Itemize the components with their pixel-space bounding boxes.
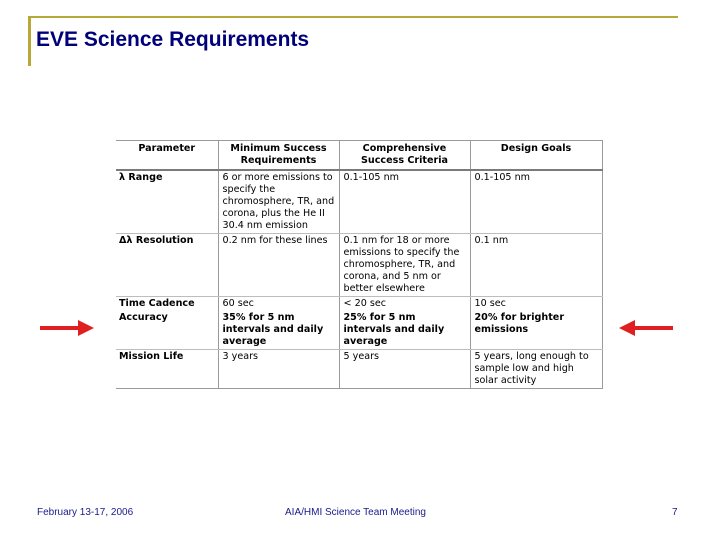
- cell-design: 5 years, long enough to sample low and high solar activity: [470, 350, 602, 389]
- footer-date: February 13-17, 2006: [37, 507, 134, 518]
- cell-comprehensive: 0.1-105 nm: [339, 170, 470, 234]
- header-minimum: Minimum Success Requirements: [218, 141, 339, 171]
- cell-minimum: 6 or more emissions to specify the chromosphere, TR, and corona, plus the He II 30.4 nm emission: [218, 170, 339, 234]
- table-row: [116, 234, 602, 297]
- cell-minimum: 0.2 nm for these lines: [218, 234, 339, 297]
- header-parameter: Parameter: [116, 141, 218, 171]
- header-comprehensive: Comprehensive Success Criteria: [339, 141, 470, 171]
- cell-parameter: Δλ Resolution: [116, 234, 218, 297]
- cell-minimum: 3 years: [218, 350, 339, 389]
- table-row: [116, 311, 602, 350]
- cell-parameter: Mission Life: [116, 350, 218, 389]
- requirements-table-container: [116, 140, 602, 389]
- arrow-left-icon: [619, 320, 673, 336]
- cell-design: 0.1-105 nm: [470, 170, 602, 234]
- cell-parameter: Accuracy: [116, 311, 218, 350]
- cell-comprehensive: < 20 sec: [339, 297, 470, 312]
- cell-comprehensive: 5 years: [339, 350, 470, 389]
- arrow-right-icon: [40, 320, 94, 336]
- table-header-row: [116, 141, 602, 171]
- cell-comprehensive: 0.1 nm for 18 or more emissions to specify the chromosphere, TR, and corona, and 5 nm or better elsewhere: [339, 234, 470, 297]
- page-number: 7: [672, 507, 678, 518]
- cell-design: 0.1 nm: [470, 234, 602, 297]
- cell-minimum: 60 sec: [218, 297, 339, 312]
- slide-title: EVE Science Requirements: [36, 28, 310, 51]
- cell-design: 20% for brighter emissions: [470, 311, 602, 350]
- table-row: [116, 350, 602, 389]
- requirements-table: [116, 140, 603, 389]
- cell-parameter: λ Range: [116, 170, 218, 234]
- table-row: [116, 170, 602, 234]
- cell-design: 10 sec: [470, 297, 602, 312]
- table-row: [116, 297, 602, 312]
- cell-parameter: Time Cadence: [116, 297, 218, 312]
- header-design-goals: Design Goals: [470, 141, 602, 171]
- cell-comprehensive: 25% for 5 nm intervals and daily average: [339, 311, 470, 350]
- footer-meeting-name: AIA/HMI Science Team Meeting: [285, 507, 426, 518]
- cell-minimum: 35% for 5 nm intervals and daily average: [218, 311, 339, 350]
